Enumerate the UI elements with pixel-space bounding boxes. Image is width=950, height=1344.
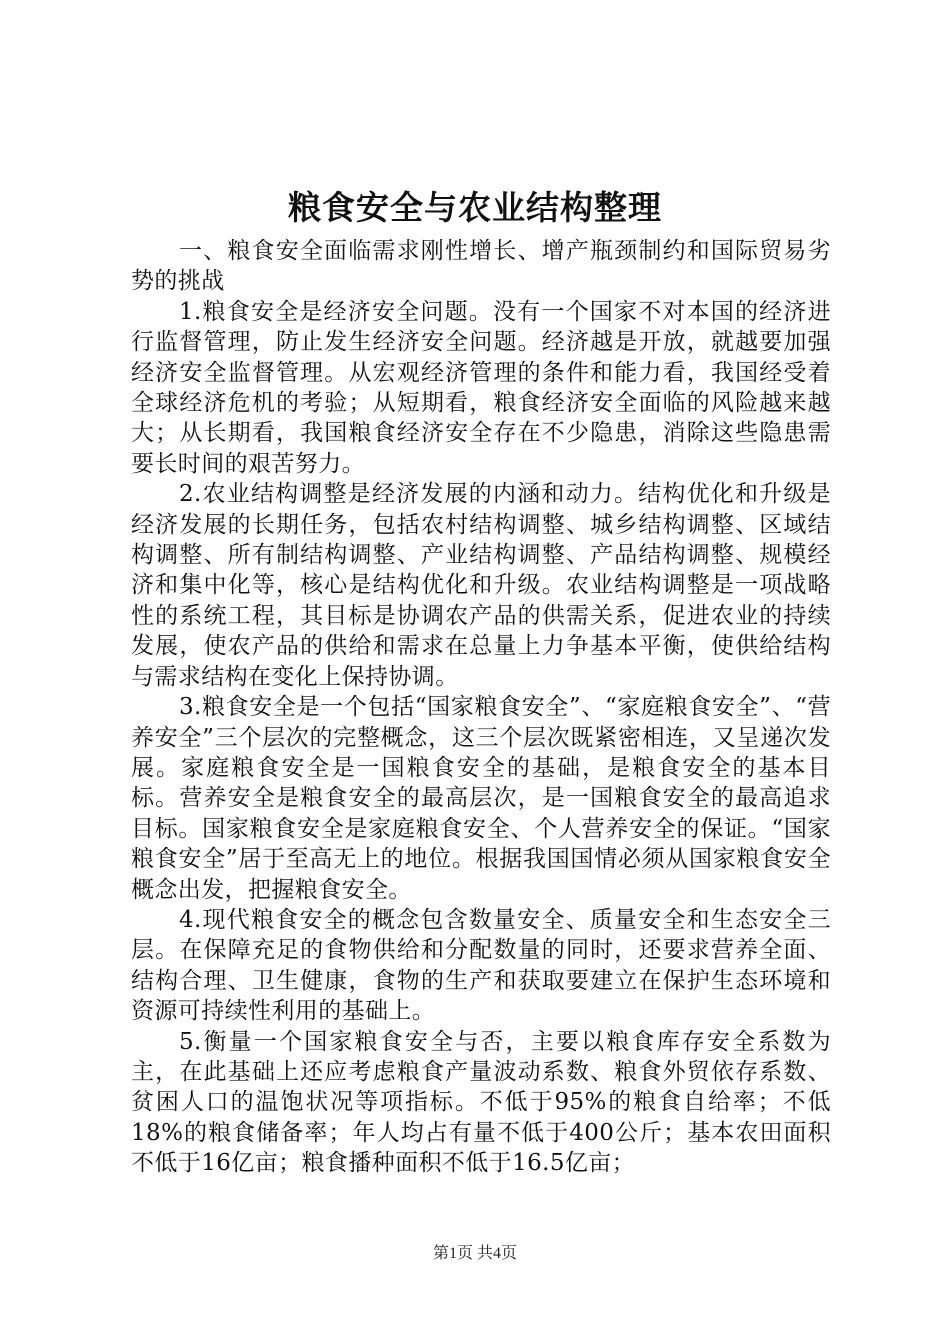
paragraph-5: 5.衡量一个国家粮食安全与否，主要以粮食库存安全系数为主，在此基础上还应考虑粮食产量波动系数、粮食外贸依存系数、贫困人口的温饱状况等项指标。不低于95%的粮食自给率；不低18%的粮食储备率；年人均占有量不低于400公斤；基本农田面积不低于16亿亩；粮食播种面积不低于16.5亿亩； [131, 1028, 831, 1177]
paragraph-3: 3.粮食安全是一个包括“国家粮食安全”、“家庭粮食安全”、“营养安全”三个层次的完整概念，这三个层次既紧密相连，又呈递次发展。家庭粮食安全是一国粮食安全的基础，是粮食安全的基本目标。营养安全是粮食安全的最高层次，是一国粮食安全的最高追求目标。国家粮食安全是家庭粮食安全、个人营养安全的保证。“国家粮食安全”居于至高无上的地位。根据我国国情必须从国家粮食安全概念出发，把握粮食安全。 [131, 694, 831, 903]
paragraph-4: 4.现代粮食安全的概念包含数量安全、质量安全和生态安全三层。在保障充足的食物供给和分配数量的同时，还要求营养全面、结构合理、卫生健康，食物的生产和获取要建立在保护生态环境和资源可持续性利用的基础上。 [131, 906, 831, 1025]
paragraph-1: 1.粮食安全是经济安全问题。没有一个国家不对本国的经济进行监督管理，防止发生经济安全问题。经济越是开放，就越要加强经济安全监督管理。从宏观经济管理的条件和能力看，我国经受着全球经济危机的考验；从短期看，粮食经济安全面临的风险越来越大；从长期看，我国粮食经济安全存在不少隐患，消除这些隐患需要长时间的艰苦努力。 [131, 298, 831, 477]
page-number-footer: 第1页 共4页 [432, 1245, 517, 1262]
document-title: 粮食安全与农业结构整理 [288, 188, 662, 227]
paragraph-2: 2.农业结构调整是经济发展的内涵和动力。结构优化和升级是经济发展的长期任务，包括农村结构调整、城乡结构调整、区域结构调整、所有制结构调整、产业结构调整、产品结构调整、规模经济和集中化等，核心是结构优化和升级。农业结构调整是一项战略性的系统工程，其目标是协调农产品的供需关系，促进农业的持续发展，使农产品的供给和需求在总量上力争基本平衡，使供给结构与需求结构在变化上保持协调。 [131, 481, 831, 690]
document-body [131, 236, 831, 1179]
section-heading: 一、粮食安全面临需求刚性增长、增产瓶颈制约和国际贸易劣势的挑战 [131, 238, 831, 295]
